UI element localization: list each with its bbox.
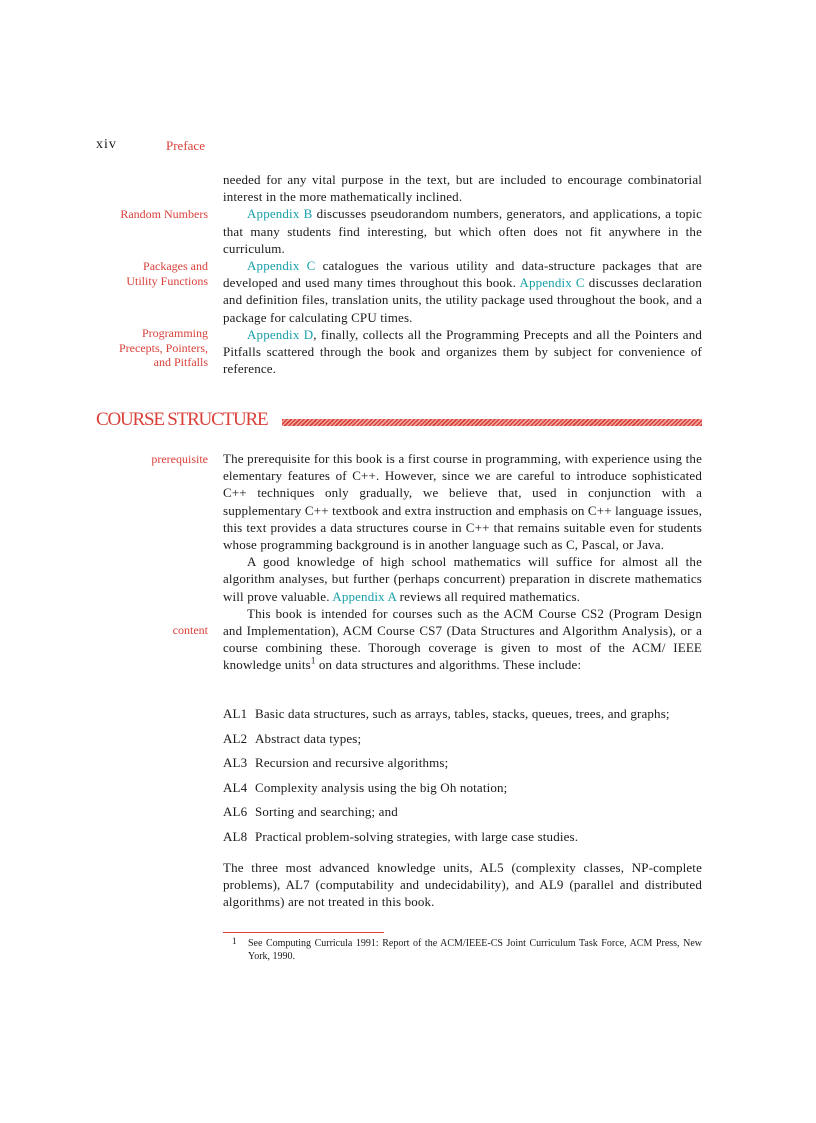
margin-note-packages: [68, 259, 208, 288]
margin-note-random-numbers: Random Numbers: [120, 207, 208, 221]
running-head: Preface: [166, 138, 205, 153]
intro-paragraph-1: needed for any vital purpose in the text, but are included to encourage combinatorial interest in the more mathematically inclined.: [223, 172, 702, 205]
unit-code: AL1: [223, 706, 248, 721]
course-paragraph-4: The three most advanced knowledge units, AL5 (complexity classes, NP-complete problems), AL7 (computability and undecidability), and AL9 (parallel and distributed algorithms) are not treated in this book.: [223, 860, 702, 910]
unit-text: Recursion and recursive algorithms;: [255, 755, 449, 770]
intro-paragraph-2: [223, 205, 702, 257]
paragraph-text: A good knowledge of high school mathematics will suffice for almost all the algorithm analyses, but further (perhaps concurrent) preparation in discrete mathematics will prove valuable.: [223, 554, 702, 604]
margin-note-line: Packages and: [143, 259, 208, 273]
unit-code: AL2: [223, 730, 248, 746]
section-title: COURSE STRUCTURE: [96, 409, 268, 430]
appendix-c-link-2[interactable]: Appendix C: [519, 275, 585, 291]
intro-paragraph-3: [223, 257, 702, 326]
margin-note-line: and Pitfalls: [153, 355, 208, 370]
unit-text: Abstract data types;: [255, 730, 362, 746]
unit-code: AL6: [223, 804, 248, 819]
footnote: [232, 937, 702, 963]
footnote-text: See Computing Curricula 1991: Report of the ACM/IEEE-CS Joint Curriculum Task Force, ACM Press, New York, 1990.: [248, 938, 702, 962]
list-item: [223, 779, 702, 804]
list-item: [223, 828, 702, 853]
footnote-reference[interactable]: 1: [310, 656, 316, 667]
margin-note-line: Programming: [142, 326, 208, 340]
margin-note-line: Precepts, Pointers,: [119, 340, 208, 355]
footnote-rule: [223, 932, 384, 933]
course-text: [223, 450, 702, 674]
list-item: [223, 803, 702, 828]
course-paragraph-4-wrap: [223, 859, 702, 911]
margin-note-content: content: [172, 623, 208, 637]
page-number: xiv: [96, 137, 117, 152]
course-paragraph-1: The prerequisite for this book is a first course in programming, with experience using the elementary features of C++. However, since we are careful to introduce sophisticated C++ techniques only gradually, we believe that, used in conjunction with a supplementary C++ textbook and extra instruction and emphasis on C++ language issues, this text provides a data structures course in C++ that remains suitable even for students whose programming background is in another language such as C, Pascal, or Java.: [223, 451, 702, 553]
paragraph-text: , finally, collects all the Programming Precepts and all the Pointers and Pitfalls scattered through the book and organizes them by subject for convenience of reference.: [223, 326, 702, 377]
margin-note-programming: [68, 326, 208, 370]
unit-text: Sorting and searching; and: [255, 804, 398, 819]
intro-text: [223, 171, 702, 377]
course-paragraph-3: [223, 605, 702, 674]
paragraph-text: discusses declaration and definition files, translation units, the utility package used throughout the book, and a package for calculating CPU times.: [223, 275, 702, 325]
appendix-a-link[interactable]: Appendix A: [332, 588, 397, 604]
list-item: [223, 730, 702, 755]
knowledge-units-list: [223, 705, 702, 852]
unit-text: Practical problem-solving strategies, with large case studies.: [255, 828, 579, 844]
margin-note-prerequisite: prerequisite: [151, 452, 208, 466]
unit-code: AL4: [223, 779, 248, 795]
unit-code: AL3: [223, 755, 248, 770]
appendix-c-link[interactable]: Appendix C: [247, 258, 316, 274]
unit-text: Complexity analysis using the big Oh notation;: [255, 779, 508, 795]
footnote-mark: 1: [232, 936, 237, 946]
paragraph-text: This book is intended for courses such as the ACM Course CS2 (Program Design and Implementation), ACM Course CS7 (Data Structures and Algorithm Analysis), or a course combining these. Thorough coverage is given to most of the ACM/ IEEE knowledge units: [223, 605, 702, 673]
list-item: [223, 705, 702, 730]
paragraph-text: on data structures and algorithms. These include:: [315, 657, 582, 673]
appendix-d-link[interactable]: Appendix D: [247, 326, 314, 342]
paragraph-text: reviews all required mathematics.: [396, 588, 581, 604]
paragraph-text: discusses pseudorandom numbers, generators, and applications, a topic that many students find interesting, but which often does not fit anywhere in the curriculum.: [223, 206, 702, 256]
paragraph-text: catalogues the various utility and data-structure packages that are developed and used many times throughout this book.: [223, 258, 702, 291]
unit-code: AL8: [223, 828, 248, 844]
appendix-b-link[interactable]: Appendix B: [247, 206, 313, 222]
course-paragraph-2: [223, 553, 702, 605]
intro-paragraph-4: [223, 326, 702, 378]
unit-text: Basic data structures, such as arrays, tables, stacks, queues, trees, and graphs;: [255, 706, 670, 721]
margin-note-line: Utility Functions: [126, 273, 208, 288]
section-heading: [96, 409, 702, 433]
list-item: [223, 754, 702, 779]
section-rule: [282, 419, 702, 426]
